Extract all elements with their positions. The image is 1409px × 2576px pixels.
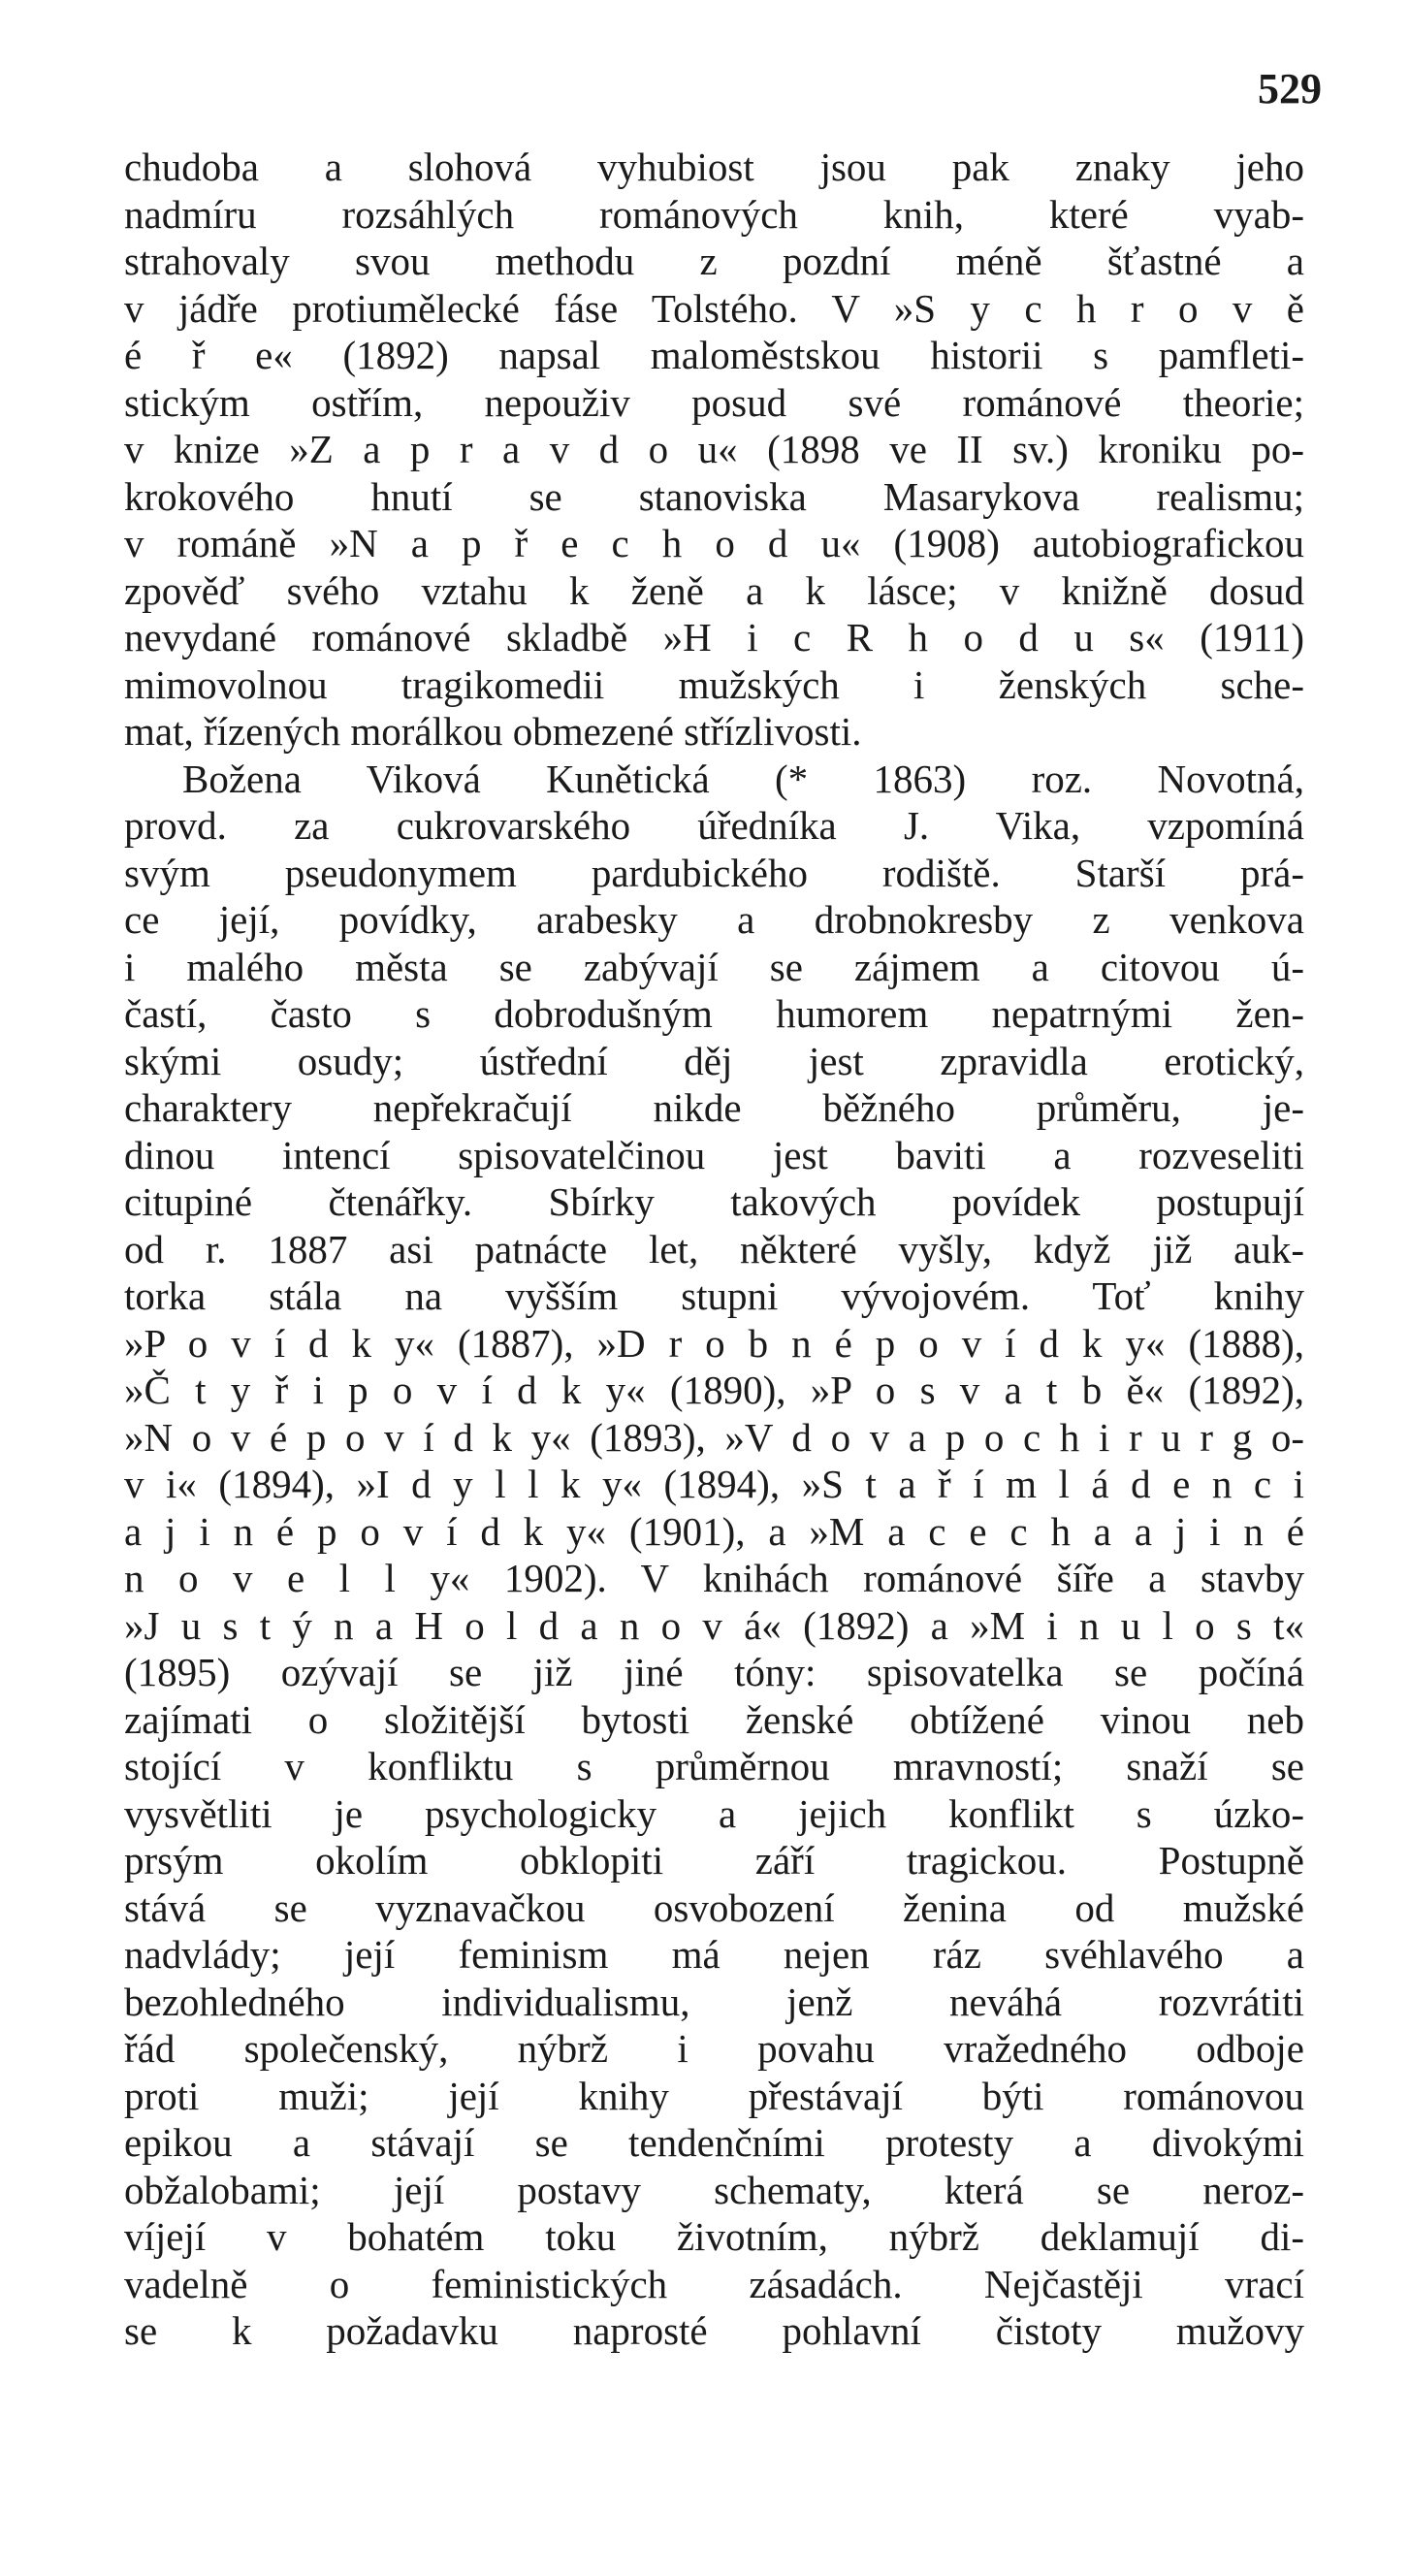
- body-text: [124, 144, 1304, 2355]
- text-line: častí, často s dobrodušným humorem nepatrnými žen-: [124, 991, 1304, 1036]
- text-line: nadmíru rozsáhlých románových knih, které vyab-: [124, 191, 1304, 237]
- text-line: zajímati o složitější bytosti ženské obtížené vinou neb: [124, 1696, 1304, 1742]
- text-line: v románě »N a p ř e c h o d u« (1908) autobiografickou: [124, 521, 1304, 565]
- text-line: mimovolnou tragikomedii mužských i ženských sche-: [124, 661, 1304, 707]
- text-line: i malého města se zabývají se zájmem a citovou ú-: [124, 944, 1304, 989]
- text-line: v knize »Z a p r a v d o u« (1898 ve II sv.) kroniku po-: [124, 427, 1304, 471]
- text-line: é ř e« (1892) napsal maloměstskou historii s pamfleti-: [124, 333, 1304, 377]
- text-line: Božena Viková Kunětická (* 1863) roz. Novotná,: [182, 756, 1304, 801]
- text-line: stojící v konfliktu s průměrnou mravností; snaží se: [124, 1744, 1304, 1788]
- text-line: dinou intencí spisovatelčinou jest baviti a rozveseliti: [124, 1132, 1304, 1177]
- text-line: víjejí v bohatém toku životním, nýbrž deklamují di-: [124, 2214, 1304, 2259]
- text-line: řád společenský, nýbrž i povahu vražedného odboje: [124, 2026, 1304, 2071]
- text-line: stává se vyznavačkou osvobození ženina od mužské: [124, 1884, 1304, 1930]
- text-line: n o v e l l y« 1902). V knihách románové šíře a stavby: [124, 1556, 1304, 1600]
- text-line: od r. 1887 asi patnácte let, některé vyšly, když již auk-: [124, 1226, 1304, 1272]
- text-line: epikou a stávají se tendenčními protesty a divokými: [124, 2120, 1304, 2165]
- page-number: 529: [1258, 65, 1322, 113]
- text-line: prsým okolím obklopiti září tragickou. Postupně: [124, 1838, 1304, 1883]
- text-line: vadelně o feministických zásadách. Nejčastěji vrací: [124, 2261, 1304, 2306]
- text-line: nadvlády; její feminism má nejen ráz svéhlavého a: [124, 1932, 1304, 1977]
- text-line: v jádře protiumělecké fáse Tolstého. V »S y c h r o v ě: [124, 285, 1304, 331]
- text-line: strahovaly svou methodu z pozdní méně šťastné a: [124, 239, 1304, 283]
- text-line: provd. za cukrovarského úředníka J. Vika, vzpomíná: [124, 803, 1304, 848]
- text-line: vysvětliti je psychologicky a jejich konflikt s úzko-: [124, 1790, 1304, 1836]
- text-line: mat, řízených morálkou obmezené střízlivosti.: [124, 709, 862, 754]
- text-line: nevydané románové skladbě »H i c R h o d u s« (1911): [124, 615, 1304, 660]
- text-line: (1895) ozývají se již jiné tóny: spisovatelka se počíná: [124, 1650, 1304, 1694]
- text-line: skými osudy; ústřední děj jest zpravidla erotický,: [124, 1038, 1304, 1083]
- text-line: »P o v í d k y« (1887), »D r o b n é p o v í d k y« (1888),: [124, 1320, 1304, 1366]
- text-line: a j i n é p o v í d k y« (1901), a »M a c e c h a a j i n é: [124, 1508, 1304, 1554]
- text-line: zpověď svého vztahu k ženě a k lásce; v knižně dosud: [124, 567, 1304, 613]
- text-line: torka stála na vyšším stupni vývojovém. Toť knihy: [124, 1273, 1304, 1318]
- text-line: »J u s t ý n a H o l d a n o v á« (1892) a »M i n u l o s t«: [124, 1602, 1304, 1648]
- text-line: chudoba a slohová vyhubiost jsou pak znaky jeho: [124, 145, 1304, 189]
- text-line: svým pseudonymem pardubického rodiště. Starší prá-: [124, 850, 1304, 895]
- text-line: »N o v é p o v í d k y« (1893), »V d o v a p o c h i r u r g o-: [124, 1414, 1304, 1460]
- text-line: krokového hnutí se stanoviska Masarykova realismu;: [124, 473, 1304, 519]
- text-line: ce její, povídky, arabesky a drobnokresby z venkova: [124, 897, 1304, 942]
- text-line: citupiné čtenářky. Sbírky takových povídek postupují: [124, 1179, 1304, 1224]
- text-line: stickým ostřím, nepouživ posud své románové theorie;: [124, 379, 1304, 425]
- text-line: bezohledného individualismu, jenž neváhá rozvrátiti: [124, 1979, 1304, 2024]
- text-line: se k požadavku naprosté pohlavní čistoty mužovy: [124, 2308, 1304, 2353]
- text-line: charaktery nepřekračují nikde běžného průměru, je-: [124, 1085, 1304, 1130]
- text-line: »Č t y ř i p o v í d k y« (1890), »P o s v a t b ě« (1892),: [124, 1368, 1304, 1412]
- text-line: proti muži; její knihy přestávají býti románovou: [124, 2073, 1304, 2118]
- text-line: v i« (1894), »I d y l l k y« (1894), »S t a ř í m l á d e n c i: [124, 1462, 1304, 1506]
- text-line: obžalobami; její postavy schematy, která se neroz-: [124, 2167, 1304, 2212]
